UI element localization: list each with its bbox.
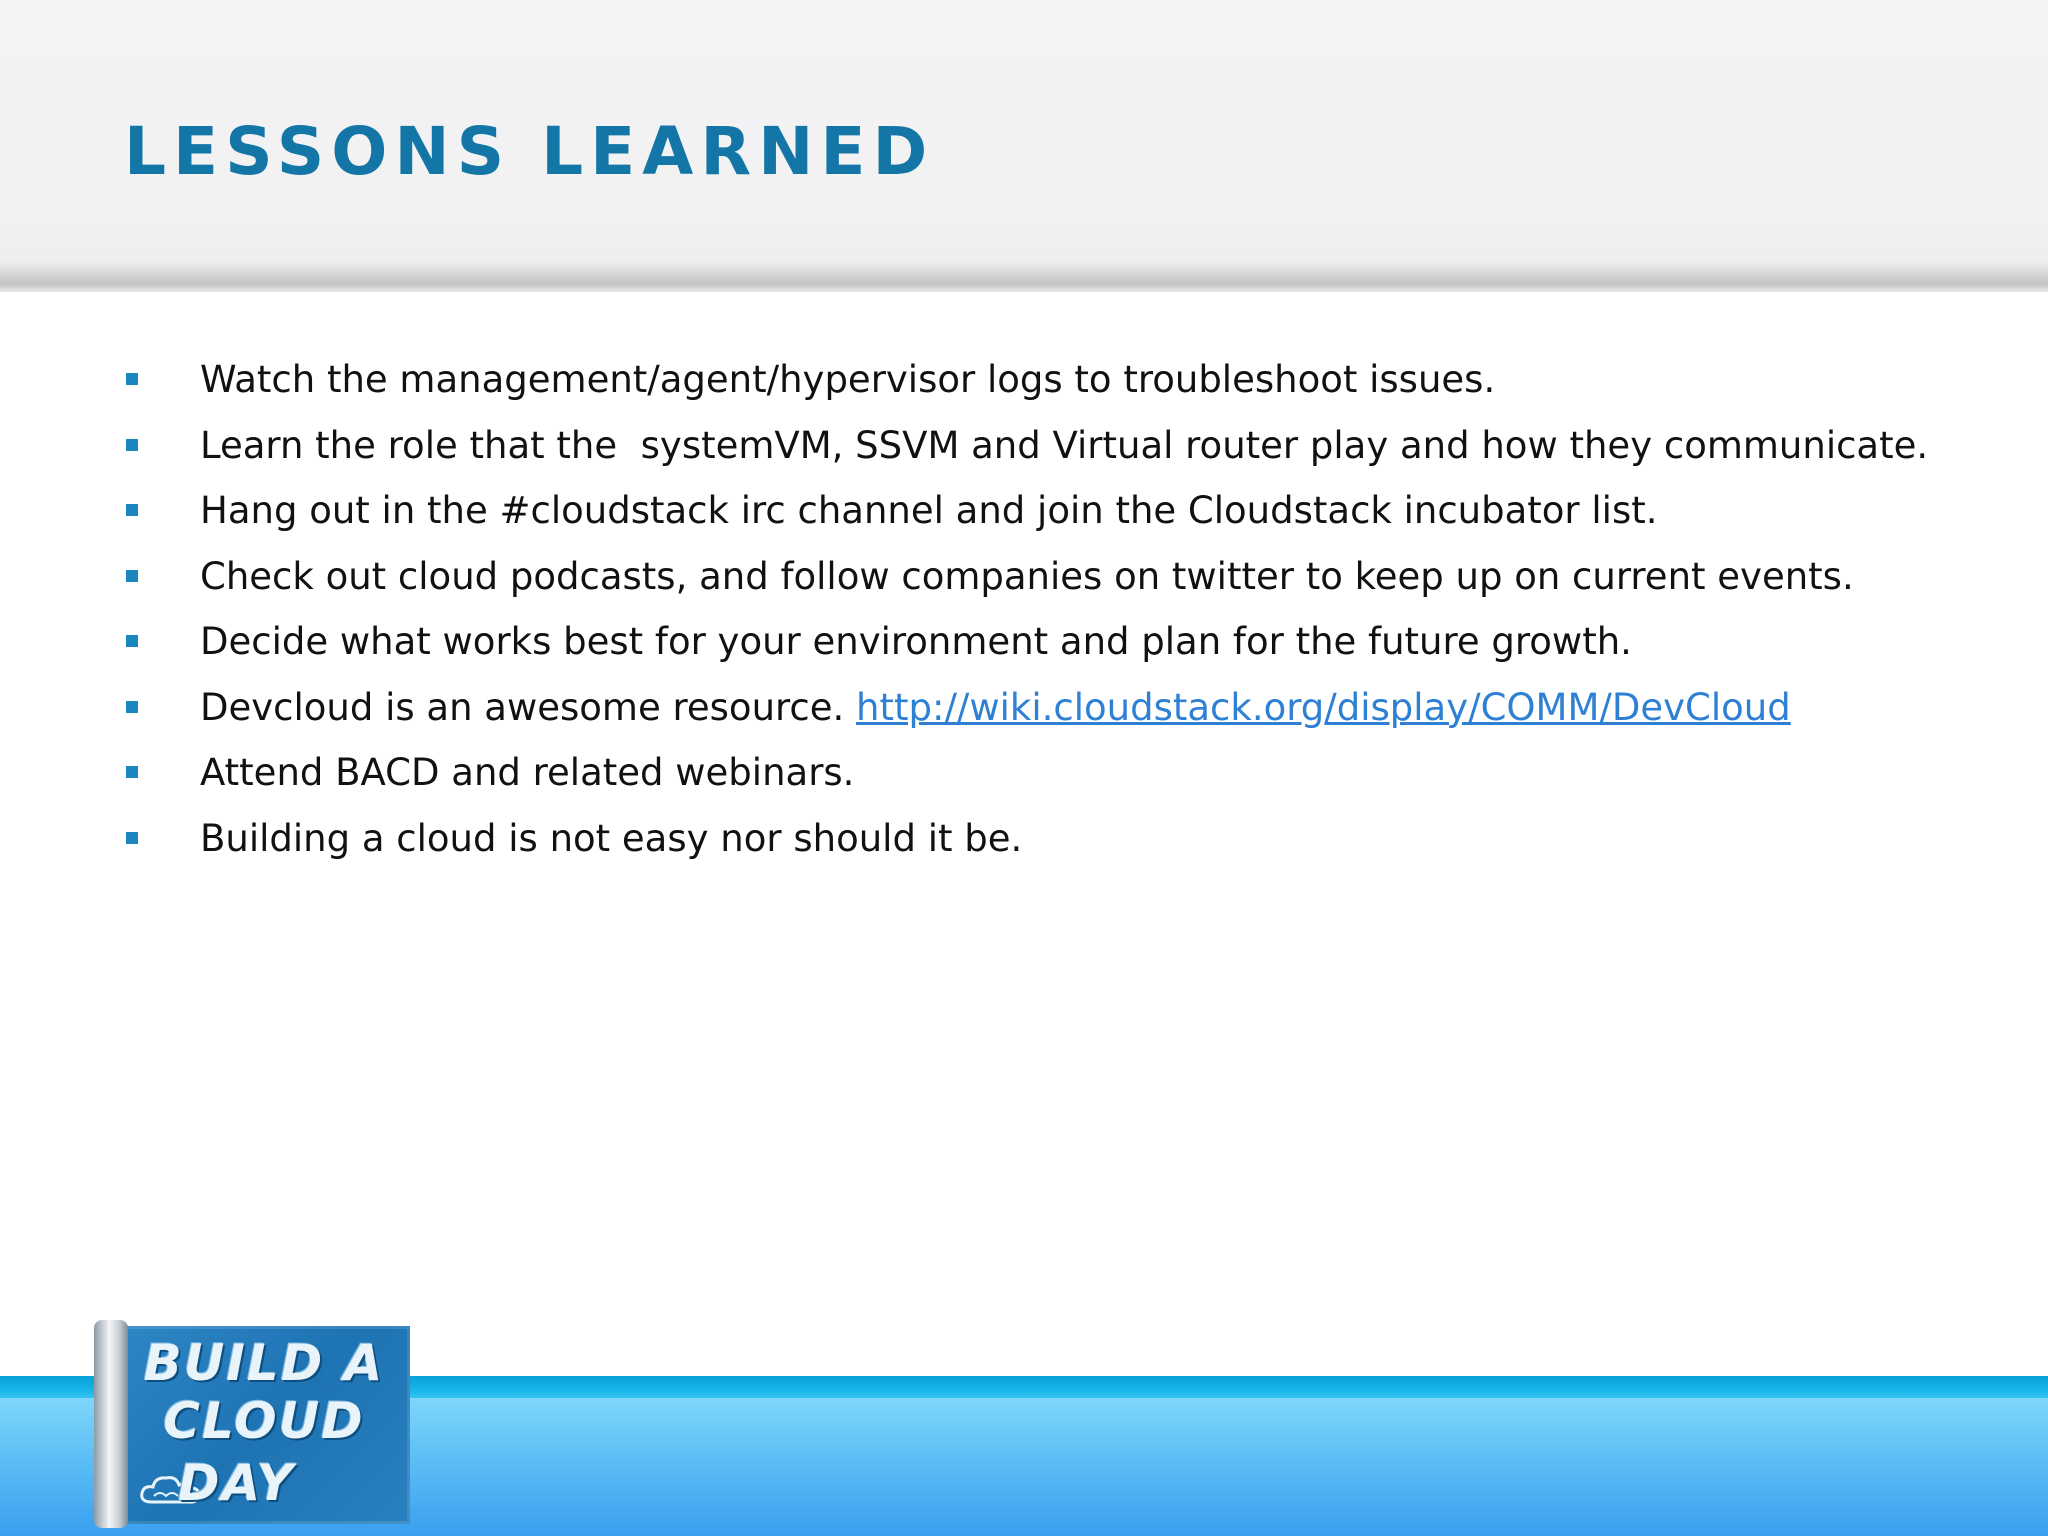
bullet-text: Building a cloud is not easy nor should it be. [200,816,1023,860]
square-bullet-icon [126,766,138,778]
square-bullet-icon [126,373,138,385]
bullet-item [124,481,2024,547]
bullet-item [124,743,2024,809]
bullet-item [124,350,2024,416]
bullet-text: Learn the role that the systemVM, SSVM and Virtual router play and how they communicate. [200,423,1929,467]
bullet-text: Hang out in the #cloudstack irc channel and join the Cloudstack incubator list. [200,489,1658,532]
bullet-text: Watch the management/agent/hypervisor logs to troubleshoot issues. [200,358,1496,401]
slide-title: LESSONS LEARNED [124,113,935,190]
header-divider [0,260,2048,292]
logo-text-line-2: CLOUD [163,1392,365,1450]
square-bullet-icon [126,504,138,516]
bullet-item [124,809,2024,875]
square-bullet-icon [126,439,138,451]
bullet-item [124,547,2024,613]
bullet-text: Devcloud is an awesome resource. [200,685,857,729]
logo-text-line-3: DAY [178,1454,295,1512]
build-a-cloud-day-logo [94,1316,412,1528]
bullet-item [124,612,2024,678]
bullet-text-with-link [200,678,1791,738]
bullet-list [124,350,2024,874]
bullet-item [124,416,2024,482]
square-bullet-icon [126,701,138,713]
square-bullet-icon [126,832,138,844]
bullet-text: Attend BACD and related webinars. [200,751,855,794]
logo-panel [118,1326,410,1524]
square-bullet-icon [126,570,138,582]
logo-scroll-roll [94,1320,128,1528]
bullet-item [124,678,2024,744]
logo-text-line-1: BUILD A [143,1334,385,1392]
bullet-text: Decide what works best for your environment and plan for the future growth. [200,620,1632,663]
devcloud-link[interactable]: http://wiki.cloudstack.org/display/COMM/DevCloud [856,685,1791,729]
bullet-text: Check out cloud podcasts, and follow companies on twitter to keep up on current events. [200,554,1854,598]
square-bullet-icon [126,635,138,647]
